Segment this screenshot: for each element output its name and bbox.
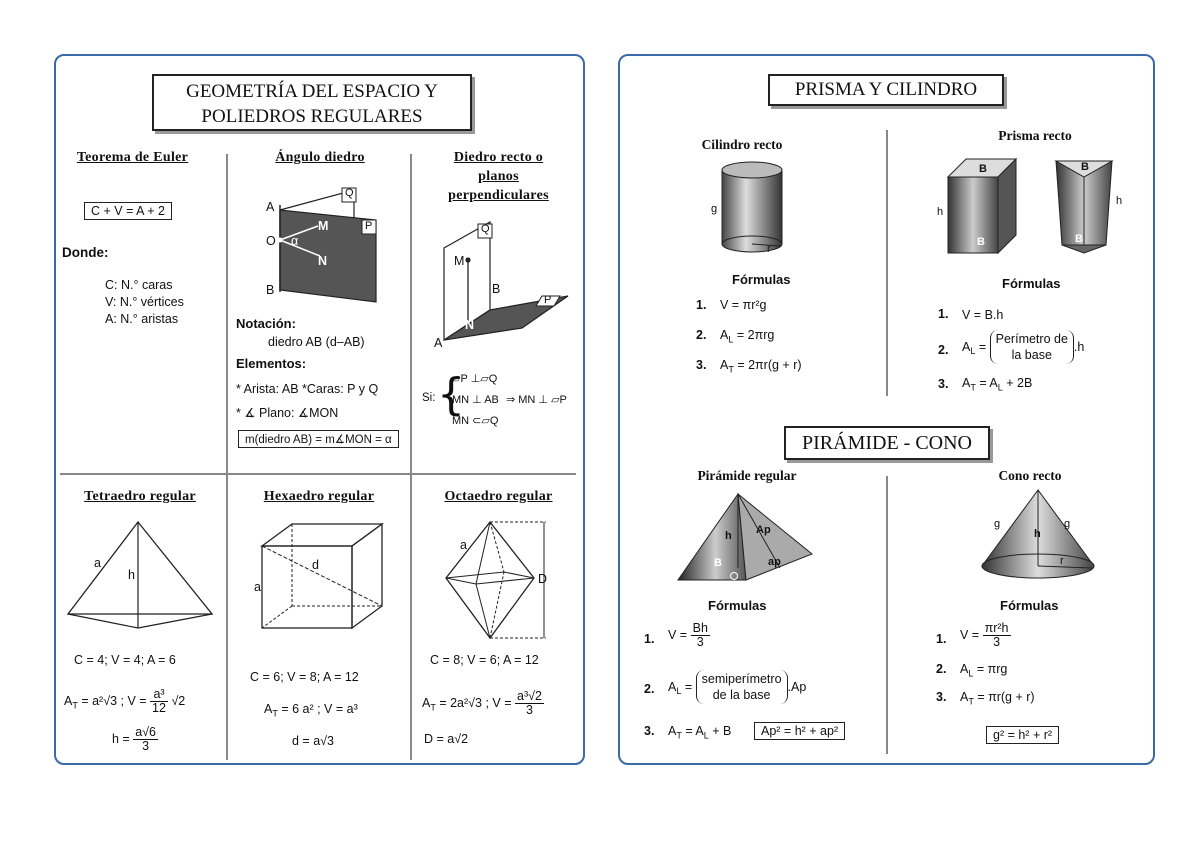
cono-label-g-left: g [994, 518, 1001, 530]
cono-f1-num: πr²h [984, 621, 1009, 635]
cilindro-f3-s: T [728, 364, 734, 375]
piramide-f1-frac [691, 622, 710, 649]
cilindro-label-g: g [711, 203, 718, 215]
octa-vol-frac [515, 690, 544, 717]
diedro-label-q: Q [345, 187, 354, 199]
cono-label-h: h [1034, 528, 1041, 540]
prisma-label-h-1: h [937, 206, 944, 218]
diedro-notacion: Notación: [236, 316, 296, 331]
diedro-plano: * ∡ Plano: ∡MON [236, 406, 339, 420]
piramide-f1-den: 3 [696, 635, 704, 650]
octa-vol-num: a³√2 [517, 689, 542, 703]
piramide-label-ap-small: ap [768, 556, 781, 568]
octa-area-sub: T [430, 702, 436, 713]
diedro-measure: m(diedro AB) = m∡MON = α [238, 430, 399, 448]
left-divider-v2 [410, 154, 412, 760]
dihedral-angle-figure [258, 180, 398, 310]
cono-n3: 3. [936, 690, 947, 704]
cilindro-n3: 3. [696, 358, 707, 372]
piramide-f1-row [668, 622, 710, 649]
cono-box: g² = h² + r² [986, 726, 1059, 744]
recto-label-a: A [434, 336, 443, 350]
cono-f2-s: L [968, 668, 974, 679]
octa-area-a: A [422, 695, 431, 710]
piramide-f3-s: T [676, 730, 682, 741]
cube-top [262, 524, 382, 546]
euler-a-def: A: N.° aristas [105, 312, 179, 326]
cono-label-g-right: g [1064, 518, 1071, 530]
tri-prism-bottom [1062, 245, 1106, 253]
cono-n2: 2. [936, 662, 947, 676]
tetra-h-num: a√6 [135, 725, 156, 739]
piramide-f3-r2: + B [712, 724, 732, 738]
right-divider-v2 [886, 476, 888, 754]
tetra-area-rhs: = a²√3 ; V = [81, 693, 147, 708]
piramide-f2-tail: .Ap [787, 680, 807, 694]
recto-heading-l3: perpendiculares [448, 188, 549, 203]
cylinder-top [722, 162, 782, 178]
tetrahedron-figure [66, 518, 216, 633]
hexa-area-sub: T [272, 708, 278, 719]
cono-f3-l: A [960, 690, 969, 704]
recto-label-q: Q [481, 223, 490, 235]
octa-e3 [490, 522, 504, 572]
tetra-label-a: a [94, 556, 101, 570]
cono-f2-r: = πrg [976, 662, 1008, 676]
piramide-label-h: h [725, 530, 732, 542]
cilindro-label-r: r [767, 243, 771, 255]
recto-brace: { [437, 369, 465, 420]
prisma-formulas: Fórmulas [1002, 276, 1061, 291]
diedro-label-a: A [266, 200, 275, 214]
tetra-area-row [64, 688, 185, 715]
right-divider-v1 [886, 130, 888, 396]
cilindro-f2-r: = 2πrg [736, 328, 775, 342]
cube-figure [258, 520, 388, 630]
tetra-vol-den: 12 [152, 701, 166, 716]
octa-area-rhs: = 2a²√3 ; V = [439, 695, 512, 710]
diedro-label-m: M [318, 219, 329, 233]
piramide-f2-row [668, 670, 806, 704]
cylinder-figure [718, 160, 788, 256]
piramide-f3-s2: L [703, 730, 709, 741]
pyramid-left-face [678, 494, 746, 580]
prisma-f3-row [962, 376, 1032, 393]
recto-label-n: N [465, 318, 475, 332]
piramide-heading: Pirámide regular [697, 468, 797, 483]
tetra-vol-num: a³ [150, 688, 168, 702]
cono-f1-l: V = [960, 627, 980, 642]
diedro-label-p: P [365, 220, 373, 232]
octa-equator [446, 572, 534, 584]
diedro-notacion-val: diedro AB (d–AB) [268, 335, 365, 349]
tetra-label-h: h [128, 568, 135, 582]
piramide-f3-r: = A [685, 724, 704, 738]
tetra-counts: C = 4; V = 4; A = 6 [74, 653, 176, 667]
prisma-f3-l: A [962, 376, 971, 390]
recto-cond1: ▱P ⊥▱Q [452, 373, 498, 385]
octa-label-d: D [538, 572, 548, 586]
left-title [152, 74, 472, 131]
cono-f3-r: = πr(g + r) [977, 690, 1035, 704]
prisma-f2-eq: = [978, 340, 987, 354]
euler-formula: C + V = A + 2 [84, 202, 172, 220]
hexa-area-row [264, 702, 358, 719]
octa-label-a: a [460, 538, 467, 552]
recto-label-m: M [454, 254, 465, 268]
cono-formulas: Fórmulas [1000, 598, 1059, 613]
cono-f2-row [960, 662, 1007, 679]
recto-si: Si: [422, 392, 436, 404]
prisma-f2-mid2: la base [1011, 348, 1052, 362]
prism-figures [944, 155, 1124, 255]
tetra-base-l [68, 614, 138, 628]
prisma-f2-l: A [962, 340, 971, 354]
prisma-n2: 2. [938, 343, 949, 357]
piramide-f2-paren [696, 670, 788, 704]
square-prism-front [948, 177, 998, 253]
piramide-n1: 1. [644, 632, 655, 646]
left-divider-h [60, 473, 576, 475]
piramide-formulas: Fórmulas [708, 598, 767, 613]
prisma-f2-mid1: Perímetro de [995, 332, 1068, 346]
piramide-f2-mid1: semiperímetro [701, 672, 782, 686]
recto-cond2: MN ⊥ AB [452, 394, 499, 406]
tetra-outline [68, 522, 212, 614]
tetra-area-a: A [64, 693, 73, 708]
cylinder-body [722, 170, 782, 244]
recto-heading-l2: planos [478, 169, 519, 184]
cilindro-heading: Cilindro recto [701, 137, 783, 152]
piramide-n2: 2. [644, 682, 655, 696]
prisma-f2-tail: .h [1073, 340, 1085, 354]
octa-e2 [476, 584, 490, 638]
right-title-2: PIRÁMIDE - CONO [784, 426, 990, 460]
recto-cond3: MN ⊂▱Q [452, 415, 499, 427]
tetra-base-r [138, 614, 212, 628]
piramide-f2-l: A [668, 680, 677, 694]
cilindro-f2-s: L [728, 334, 734, 345]
octa-diag: D = a√2 [424, 732, 469, 746]
cono-f3-s: T [968, 696, 974, 707]
cilindro-f1: V = πr²g [720, 298, 767, 312]
prisma-label-b-top: B [979, 163, 987, 175]
cono-n1: 1. [936, 632, 947, 646]
left-divider-v1 [226, 154, 228, 760]
prisma-heading: Prisma recto [998, 128, 1072, 143]
cube-hidden-d [262, 606, 292, 628]
prisma-label-b-bottom: B [977, 236, 985, 248]
pyramid-figure [676, 492, 816, 582]
diedro-heading: Ángulo diedro [275, 150, 365, 165]
prisma-n1: 1. [938, 307, 949, 321]
prisma-f3-s: T [970, 382, 976, 393]
prisma-f2-s: L [970, 345, 976, 356]
diedro-arista: * Arista: AB *Caras: P y Q [236, 382, 379, 396]
piramide-f3-l: A [668, 724, 677, 738]
euler-donde: Donde: [62, 245, 109, 260]
piramide-label-b: B [714, 557, 722, 569]
piramide-box: Ap² = h² + ap² [754, 722, 845, 740]
cono-f1-row [960, 622, 1011, 649]
left-title-line2: POLIEDROS REGULARES [201, 106, 423, 127]
cilindro-f3-r: = 2πr(g + r) [737, 358, 802, 372]
point-m [465, 257, 470, 262]
piramide-f1-num: Bh [692, 621, 708, 635]
cilindro-f2-l: A [720, 328, 729, 342]
cilindro-n1: 1. [696, 298, 707, 312]
prisma-f3-r: = A [979, 376, 998, 390]
left-title-line1: GEOMETRÍA DEL ESPACIO Y [186, 81, 438, 102]
octa-area-row [422, 690, 544, 717]
recto-label-b: B [492, 282, 501, 296]
hexa-label-d: d [312, 558, 319, 572]
cilindro-f3-l: A [720, 358, 729, 372]
cilindro-f2-row [720, 328, 774, 345]
euler-v-def: V: N.° vértices [105, 295, 184, 309]
cube-diagonal [262, 546, 382, 606]
hexa-diag: d = a√3 [292, 734, 334, 748]
piramide-n3: 3. [644, 724, 655, 738]
piramide-f3-row [668, 724, 731, 741]
tetra-vol-frac [150, 688, 168, 715]
cono-heading: Cono recto [998, 468, 1062, 483]
cilindro-f3-row [720, 358, 802, 375]
recto-implies: ⇒ MN ⊥ ▱P [506, 394, 567, 406]
cono-label-r: r [1060, 555, 1064, 567]
piramide-f1-l: V = [668, 627, 688, 642]
diedro-label-alpha: α [291, 234, 299, 248]
diedro-label-n: N [318, 254, 328, 268]
cube-front [262, 546, 352, 628]
hexa-label-a: a [254, 580, 261, 594]
hexa-area-a: A [264, 702, 273, 716]
hexa-heading: Hexaedro regular [263, 489, 375, 504]
hexa-area-rhs: = 6 a² ; V = a³ [281, 702, 358, 716]
diedro-label-b: B [266, 283, 275, 297]
cono-f1-frac [983, 622, 1011, 649]
octa-heading: Octaedro regular [444, 489, 553, 504]
prisma-f3-r2: + 2B [1006, 376, 1033, 390]
tetra-h-lhs: h = [112, 731, 130, 746]
diedro-elementos: Elementos: [236, 356, 307, 371]
tetra-vol-tail: √2 [171, 693, 186, 708]
cube-side [352, 524, 382, 628]
prisma-label-b-tri-top: B [1081, 161, 1089, 173]
tetra-area-sub: T [72, 700, 78, 711]
octa-counts: C = 8; V = 6; A = 12 [430, 653, 539, 667]
cono-f3-row [960, 690, 1035, 707]
diedro-label-o: O [266, 234, 276, 248]
prisma-f2-paren [990, 330, 1074, 364]
cilindro-n2: 2. [696, 328, 707, 342]
hexa-counts: C = 6; V = 8; A = 12 [250, 670, 359, 684]
piramide-f2-s: L [676, 685, 682, 696]
octa-vol-den: 3 [525, 703, 533, 718]
tetra-h-frac [133, 726, 158, 753]
piramide-label-ap: Ap [756, 524, 771, 536]
recto-label-p: P [544, 294, 552, 306]
prisma-f2-row [962, 330, 1084, 364]
euler-heading: Teorema de Euler [76, 150, 189, 165]
prisma-f1: V = B.h [962, 308, 1004, 322]
euler-c-def: C: N.° caras [105, 278, 173, 292]
prisma-f3-s2: L [997, 382, 1003, 393]
piramide-f2-eq: = [684, 680, 693, 694]
tetra-h-den: 3 [142, 739, 150, 754]
tetra-heading: Tetraedro regular [84, 489, 196, 504]
prisma-label-b-tri-bottom: B [1075, 233, 1083, 245]
tetra-height-row [112, 726, 158, 753]
piramide-f2-mid2: de la base [712, 688, 771, 702]
right-title-1: PRISMA Y CILINDRO [768, 74, 1004, 106]
cono-f1-den: 3 [993, 635, 1001, 650]
prisma-label-h-2: h [1116, 195, 1123, 207]
point-o [278, 238, 283, 243]
prisma-n3: 3. [938, 377, 949, 391]
recto-heading-l1: Diedro recto o [453, 150, 544, 165]
cilindro-formulas: Fórmulas [732, 272, 791, 287]
perpendicular-planes-figure [430, 218, 580, 348]
cono-f2-l: A [960, 662, 969, 676]
